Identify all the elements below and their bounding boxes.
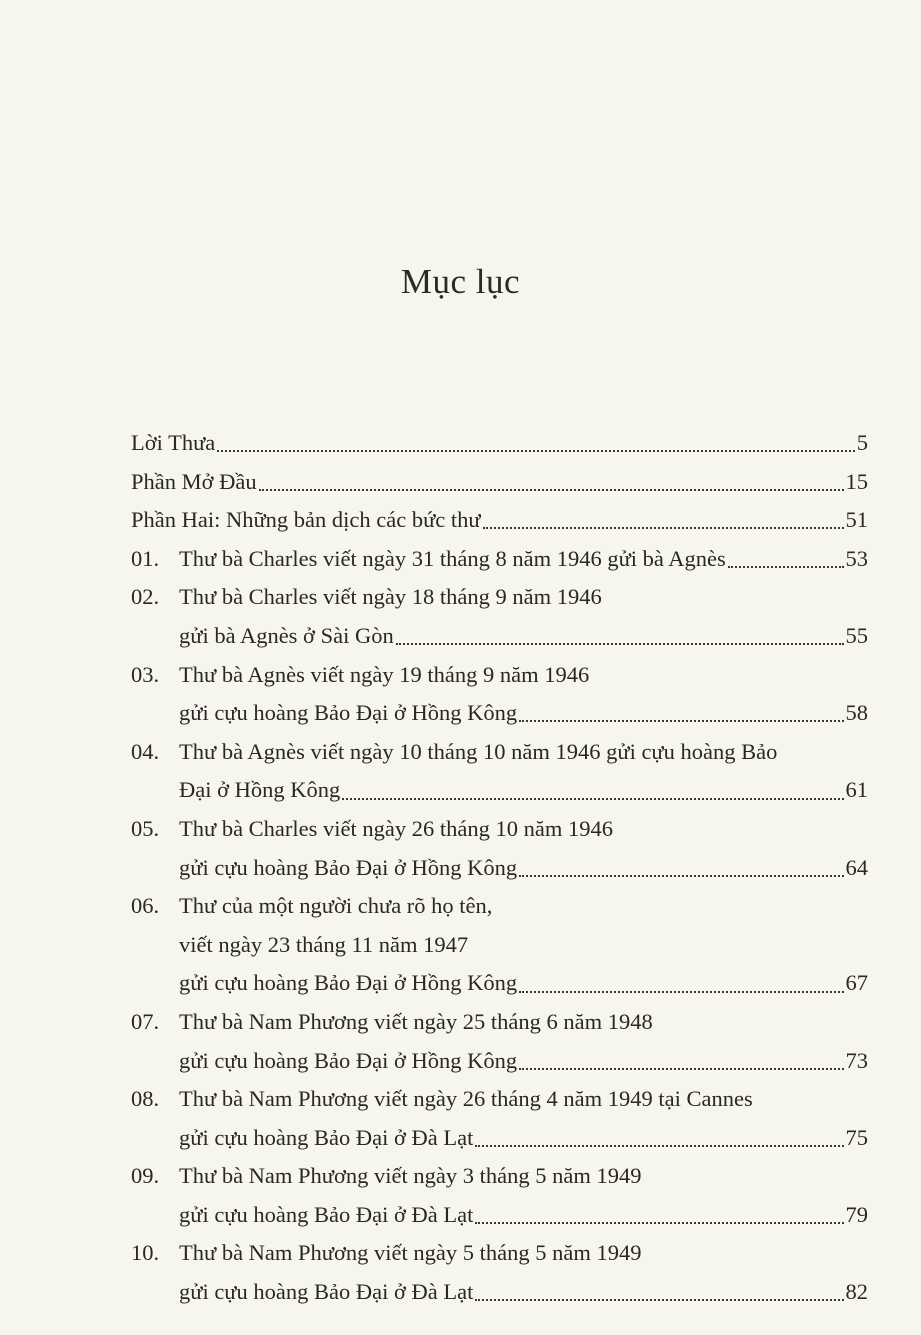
toc-entry-title: Thư bà Charles viết ngày 26 tháng 10 năm 1946 [179,815,613,841]
toc-entry-title: Thư bà Nam Phương viết ngày 5 tháng 5 năm 1949 [179,1240,642,1266]
toc-entry-line [131,771,868,810]
toc-entry-title: gửi cựu hoàng Bảo Đại ở Hồng Kông [179,700,518,726]
toc-entry-line [131,733,868,772]
toc-entry-line [131,1273,868,1312]
table-of-contents [131,424,868,1312]
toc-page-number: 55 [845,622,868,648]
toc-page-number: 75 [845,1124,868,1150]
toc-entry-line [131,1119,868,1158]
toc-page-number: 51 [845,507,868,533]
toc-entry-title: Thư bà Agnès viết ngày 19 tháng 9 năm 1946 [179,661,590,687]
toc-entry-line [131,694,868,733]
dot-leader [728,566,844,568]
toc-entry-number: 06. [131,893,160,919]
toc-entry-number: 03. [131,661,160,687]
toc-page-number: 61 [845,777,868,803]
page-title: Mục lục [400,262,521,301]
toc-entry-line [131,1003,868,1042]
dot-leader [342,798,843,800]
dot-leader [519,875,843,877]
toc-entry-title: gửi cựu hoàng Bảo Đại ở Đà Lạt [179,1201,474,1227]
toc-entry-line [131,501,868,540]
toc-entry-title: Lời Thưa [131,430,216,455]
toc-entry-title: Phần Hai: Những bản dịch các bức thư [131,507,481,533]
toc-entry-line [131,1042,868,1081]
toc-entry-number: 05. [131,815,160,841]
toc-page-number: 5 [856,430,868,455]
toc-entry-line [131,926,868,965]
toc-entry-line [131,1196,868,1235]
toc-entry-number: 07. [131,1008,160,1034]
toc-page-number: 73 [845,1047,868,1073]
toc-page-number: 15 [845,468,868,494]
toc-entry-number: 08. [131,1086,160,1112]
toc-page-number: 58 [845,700,868,726]
toc-entry-line [131,849,868,888]
toc-entry-title: Thư của một người chưa rõ họ tên, [179,893,493,919]
toc-entry-line [131,540,868,579]
toc-entry-number: 01. [131,545,160,571]
toc-entry-title: gửi cựu hoàng Bảo Đại ở Hồng Kông [179,854,518,880]
toc-entry-line [131,578,868,617]
toc-entry-line [131,887,868,926]
toc-entry-title: Thư bà Charles viết ngày 18 tháng 9 năm 1946 [179,584,602,610]
toc-entry-title: Thư bà Nam Phương viết ngày 26 tháng 4 năm 1949 tại Cannes [179,1086,753,1112]
toc-entry-title: gửi bà Agnès ở Sài Gòn [179,622,394,648]
dot-leader [396,643,844,645]
toc-page-number: 82 [845,1279,868,1305]
toc-page-number: 53 [845,545,868,571]
toc-entry-title: Thư bà Charles viết ngày 31 tháng 8 năm 1946 gửi bà Agnès [179,545,726,571]
toc-entry-number: 10. [131,1240,160,1266]
toc-entry-title: gửi cựu hoàng Bảo Đại ở Hồng Kông [179,1047,518,1073]
toc-entry-line [131,617,868,656]
dot-leader [483,527,844,529]
toc-entry-title: Thư bà Nam Phương viết ngày 25 tháng 6 năm 1948 [179,1008,653,1034]
toc-entry-line [131,1080,868,1119]
dot-leader [259,489,844,491]
toc-page-number: 64 [845,854,868,880]
toc-entry-title: viết ngày 23 tháng 11 năm 1947 [179,931,469,957]
dot-leader [519,1068,843,1070]
dot-leader [475,1299,843,1301]
toc-entry-line [131,424,868,463]
dot-leader [519,991,843,993]
toc-entry-line [131,463,868,502]
toc-entry-line [131,1234,868,1273]
toc-entry-title: Thư bà Agnès viết ngày 10 tháng 10 năm 1946 gửi cựu hoàng Bảo [179,738,778,764]
toc-page-number: 67 [845,970,868,996]
toc-entry-line [131,810,868,849]
toc-page-number: 79 [845,1201,868,1227]
dot-leader [519,720,843,722]
toc-entry-line [131,964,868,1003]
toc-entry-title: Thư bà Nam Phương viết ngày 3 tháng 5 năm 1949 [179,1163,642,1189]
toc-entry-number: 02. [131,584,160,610]
dot-leader [475,1145,843,1147]
toc-entry-line [131,656,868,695]
dot-leader [475,1222,843,1224]
toc-entry-title: Đại ở Hồng Kông [179,777,341,803]
toc-entry-number: 09. [131,1163,160,1189]
toc-entry-title: Phần Mở Đầu [131,468,257,494]
toc-entry-title: gửi cựu hoàng Bảo Đại ở Hồng Kông [179,970,518,996]
dot-leader [217,450,854,452]
toc-entry-title: gửi cựu hoàng Bảo Đại ở Đà Lạt [179,1124,474,1150]
toc-entry-number: 04. [131,738,160,764]
toc-entry-line [131,1157,868,1196]
toc-entry-title: gửi cựu hoàng Bảo Đại ở Đà Lạt [179,1279,474,1305]
